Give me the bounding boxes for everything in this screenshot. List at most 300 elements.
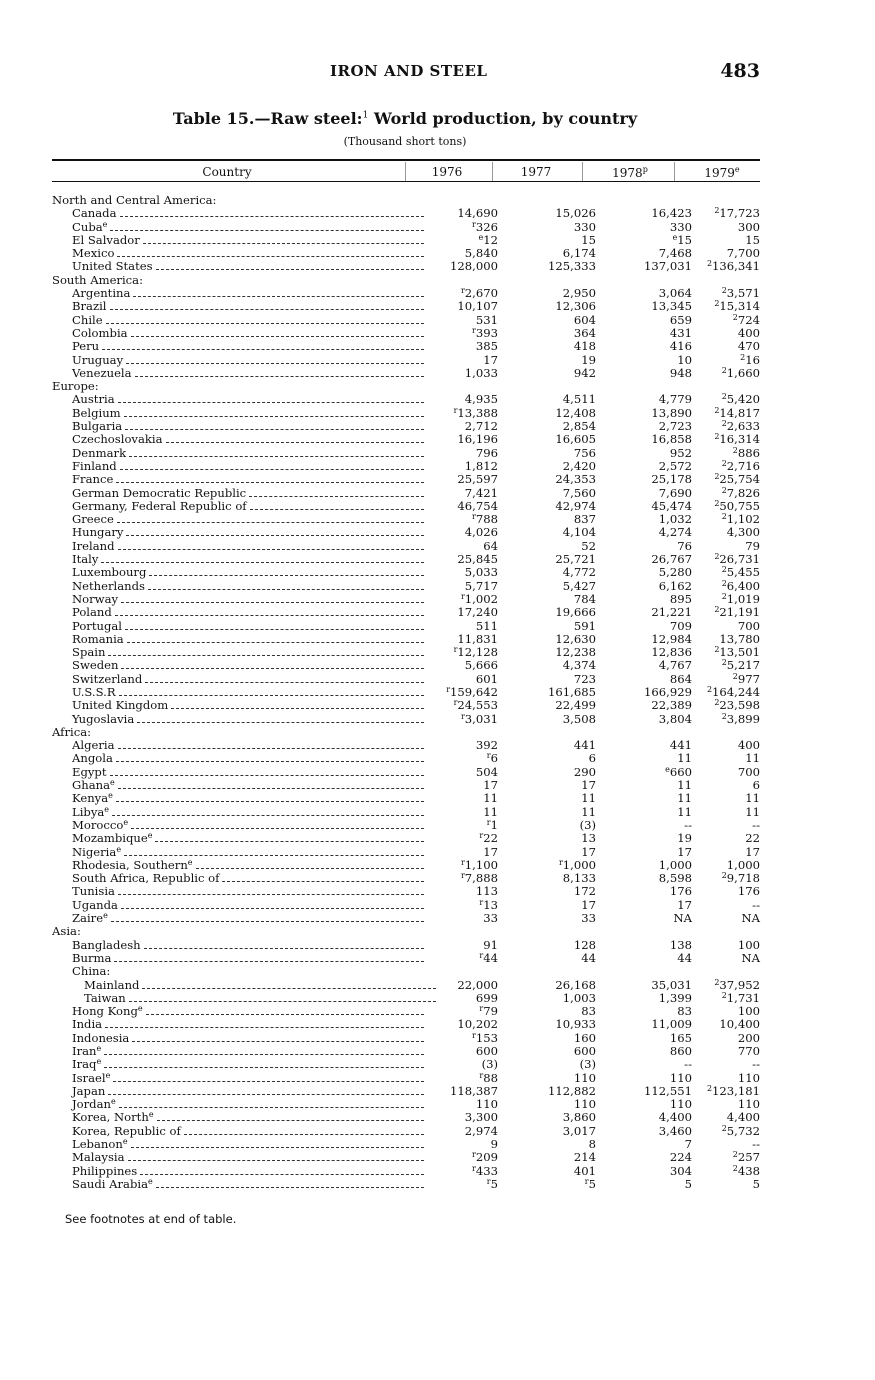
- dot-leader: [155, 840, 424, 842]
- value-cell: 330: [573, 219, 596, 234]
- value-cell: 176: [737, 884, 760, 899]
- dot-leader: [113, 1080, 424, 1082]
- value-cell: $^2$25,754: [714, 472, 760, 487]
- footnote-mark: e: [104, 805, 110, 814]
- value-cell: 19: [581, 352, 596, 367]
- country-name: Jordan$^e$: [72, 1098, 116, 1112]
- region-name: China:: [72, 965, 111, 979]
- dot-leader: [171, 707, 424, 709]
- value-cell: 10,933: [555, 1017, 596, 1032]
- dot-leader: [114, 960, 424, 962]
- value-cell: 364: [573, 325, 596, 340]
- column-header-1977: 1977: [520, 165, 552, 179]
- table-row: [52, 1018, 764, 1031]
- country-name: Lebanon$^e$: [72, 1138, 128, 1152]
- value-cell: 709: [669, 618, 692, 633]
- value-cell: $^r$79: [479, 1004, 498, 1019]
- value-cell: 7: [684, 1137, 692, 1152]
- table-row: [52, 846, 764, 859]
- value-cell: 25,845: [457, 552, 498, 567]
- country-cell: [52, 1032, 424, 1045]
- value-cell: 17: [581, 844, 596, 859]
- value-cell: 11,831: [457, 631, 498, 646]
- footnote-mark: 2: [721, 458, 727, 468]
- country-cell: [52, 314, 424, 327]
- footnote-mark: e: [110, 1098, 116, 1107]
- value-cell: 723: [573, 671, 596, 686]
- country-cell: [52, 234, 424, 247]
- country-cell: [52, 1072, 424, 1085]
- value-cell: $^2$1,731: [721, 990, 760, 1005]
- value-cell: 770: [737, 1044, 760, 1058]
- value-cell: 21,221: [651, 605, 692, 620]
- country-name: Portugal: [72, 619, 123, 633]
- value-cell: $^r$1: [486, 817, 498, 832]
- country-cell: [52, 686, 424, 699]
- country-name: Belgium: [72, 406, 121, 420]
- value-cell: $^r$1,000: [558, 857, 596, 872]
- table-row: [52, 832, 764, 845]
- country-cell: [52, 659, 424, 672]
- country-name: Uganda: [72, 898, 118, 912]
- table-row: [52, 939, 764, 952]
- region-name: North and Central America:: [52, 194, 217, 207]
- value-cell: 11: [745, 804, 760, 819]
- footnote-mark: 2: [721, 565, 727, 575]
- value-cell: 942: [573, 365, 596, 380]
- footnote-mark: 2: [721, 871, 727, 881]
- value-cell: 33: [483, 911, 498, 926]
- dot-leader: [126, 362, 424, 364]
- value-cell: 531: [475, 312, 498, 327]
- dot-leader: [124, 415, 424, 417]
- value-cell: 431: [669, 325, 692, 340]
- value-cell: 52: [581, 538, 596, 553]
- dot-leader: [124, 854, 424, 856]
- country-name: Burma: [72, 951, 112, 965]
- value-cell: $^r$88: [479, 1070, 498, 1085]
- value-cell: 1,032: [658, 512, 692, 527]
- footnote-mark: r: [472, 1150, 476, 1160]
- dot-leader: [105, 1026, 424, 1028]
- dot-leader: [157, 1119, 424, 1121]
- value-cell: 5: [752, 1176, 760, 1191]
- value-cell: 8: [588, 1137, 596, 1152]
- footnote-mark: 2: [706, 259, 713, 269]
- value-cell: 11: [677, 804, 692, 819]
- country-cell: [52, 912, 424, 925]
- value-cell: $^2$7,826: [721, 485, 760, 500]
- table-row: [52, 620, 764, 633]
- value-cell: 172: [573, 884, 596, 899]
- value-cell: 441: [669, 738, 692, 753]
- dot-leader: [117, 255, 424, 257]
- country-cell: [52, 420, 424, 433]
- value-cell: 3,300: [464, 1110, 498, 1125]
- value-cell: 604: [573, 312, 596, 327]
- dot-leader: [126, 534, 424, 536]
- value-cell: $^2$2,633: [721, 419, 760, 434]
- value-cell: 138: [669, 937, 692, 952]
- section-title: IRON AND STEEL: [330, 62, 488, 80]
- country-cell: [52, 726, 404, 739]
- value-cell: 11: [483, 804, 498, 819]
- footnote-mark: r: [479, 1070, 484, 1080]
- value-cell: $^r$22: [479, 831, 498, 846]
- value-cell: 796: [475, 445, 498, 460]
- value-cell: 7,690: [658, 485, 692, 500]
- value-cell: $^r$7,888: [460, 871, 498, 886]
- table-title-footnote-mark: 1: [362, 110, 369, 121]
- value-cell: --: [752, 1057, 760, 1072]
- footnote-mark: 2: [732, 1150, 738, 1160]
- value-cell: 14,690: [457, 206, 498, 221]
- value-cell: 2,712: [464, 419, 498, 434]
- value-cell: 4,274: [658, 525, 692, 540]
- country-cell: [52, 939, 424, 952]
- value-cell: 12,306: [555, 299, 596, 314]
- footnote-mark: e: [108, 792, 113, 801]
- value-cell: 17: [677, 897, 692, 912]
- value-cell: $^2$17,723: [714, 206, 760, 221]
- value-cell: $^2$3,571: [721, 286, 760, 301]
- table-row: [52, 1005, 764, 1018]
- country-name: Austria: [72, 393, 115, 407]
- dot-leader: [131, 827, 424, 829]
- table-header-rule: [52, 181, 760, 182]
- footnote-mark: e: [122, 1138, 128, 1147]
- value-cell: 118,387: [450, 1083, 498, 1098]
- value-cell: 26,168: [555, 977, 596, 992]
- value-cell: 416: [669, 339, 692, 354]
- table-row: [52, 420, 764, 433]
- table-row: [52, 713, 764, 726]
- value-cell: 7,421: [464, 485, 498, 500]
- value-cell: 1,003: [562, 990, 596, 1005]
- value-cell: 17: [581, 897, 596, 912]
- footnote-mark: 2: [721, 711, 727, 721]
- country-cell: [52, 1058, 424, 1071]
- dot-leader: [121, 667, 424, 669]
- country-cell: [52, 1151, 424, 1164]
- value-cell: 12,984: [651, 631, 692, 646]
- value-cell: 110: [573, 1097, 596, 1112]
- value-cell: $^r$13,388: [453, 405, 498, 420]
- footnote-mark: 2: [714, 977, 720, 987]
- table-row: [52, 327, 764, 340]
- value-cell: 79: [745, 538, 760, 553]
- value-cell: $^r$153: [472, 1030, 498, 1045]
- value-cell: 17: [483, 844, 498, 859]
- country-name: Rhodesia, Southern$^e$: [72, 858, 193, 872]
- value-cell: 3,860: [562, 1110, 596, 1125]
- footnote-mark: 2: [732, 1163, 738, 1173]
- footnote-mark: e: [148, 1177, 153, 1186]
- value-cell: $^2$257: [732, 1150, 760, 1165]
- table-unit: (Thousand short tons): [343, 135, 467, 148]
- value-cell: 11: [677, 751, 692, 766]
- page-number: 483: [720, 60, 760, 82]
- value-cell: 601: [475, 671, 498, 686]
- country-cell: [52, 606, 424, 619]
- country-cell: [52, 859, 424, 872]
- country-name: Mozambique$^e$: [72, 832, 153, 846]
- table-row: [52, 912, 764, 925]
- footnote-mark: r: [479, 897, 484, 907]
- country-cell: [52, 925, 404, 938]
- country-cell: [52, 1165, 424, 1178]
- table-row: [52, 686, 764, 699]
- dot-leader: [137, 721, 424, 723]
- dot-leader: [143, 242, 424, 244]
- value-cell: 11: [483, 791, 498, 806]
- table-row: [52, 473, 764, 486]
- dot-leader: [144, 947, 424, 949]
- value-cell: 5,427: [562, 578, 596, 593]
- country-cell: [52, 1005, 424, 1018]
- table-row: [52, 1032, 764, 1045]
- country-cell: [52, 247, 424, 260]
- value-cell: 4,935: [464, 392, 498, 407]
- value-cell: $^r$5: [584, 1176, 596, 1191]
- value-cell: 8,598: [658, 871, 692, 886]
- footnote-mark: r: [460, 711, 465, 721]
- footnote-mark: 2: [721, 392, 727, 402]
- table-row: [52, 1178, 764, 1191]
- value-cell: 214: [573, 1150, 596, 1165]
- value-cell: 25,597: [457, 472, 498, 487]
- dot-leader: [110, 229, 424, 231]
- country-cell: [52, 1138, 424, 1151]
- footnote-mark: 2: [732, 671, 738, 681]
- country-name: Hungary: [72, 526, 124, 540]
- footnote-mark: e: [187, 858, 193, 867]
- value-cell: NA: [741, 950, 760, 965]
- dot-leader: [131, 335, 424, 337]
- country-name: Switzerland: [72, 672, 143, 686]
- value-cell: 128,000: [450, 259, 498, 274]
- country-cell: [52, 872, 424, 885]
- country-name: Germany, Federal Republic of: [72, 499, 247, 513]
- value-cell: 176: [669, 884, 692, 899]
- value-cell: 5,840: [464, 246, 498, 261]
- value-cell: 5,280: [658, 565, 692, 580]
- value-cell: 76: [677, 538, 692, 553]
- value-cell: 17,240: [457, 605, 498, 620]
- value-cell: 6: [588, 751, 596, 766]
- footnote-mark: 2: [721, 512, 727, 522]
- value-cell: 948: [669, 365, 692, 380]
- value-cell: 6,162: [658, 578, 692, 593]
- table-row: [52, 1072, 764, 1085]
- country-name: Brazil: [72, 300, 107, 314]
- value-cell: 17: [483, 352, 498, 367]
- value-cell: 110: [737, 1070, 760, 1085]
- value-cell: $^2$23,598: [714, 698, 760, 713]
- dot-leader: [142, 987, 436, 989]
- country-name: Indonesia: [72, 1031, 130, 1045]
- value-cell: $^r$12,128: [453, 645, 498, 660]
- footnote-mark: 2: [740, 352, 746, 362]
- dot-leader: [166, 441, 424, 443]
- value-cell: 511: [475, 618, 498, 633]
- value-cell: 44: [581, 950, 596, 965]
- table-row: [52, 447, 764, 460]
- dot-leader: [125, 628, 424, 630]
- value-cell: 1,000: [726, 857, 760, 872]
- value-cell: $^2$5,420: [721, 392, 760, 407]
- value-cell: 304: [669, 1163, 692, 1178]
- value-cell: 699: [475, 990, 498, 1005]
- dot-leader: [108, 654, 424, 656]
- value-cell: 46,754: [457, 498, 498, 513]
- value-cell: $^2$1,019: [721, 591, 760, 606]
- country-name: Iraq$^e$: [72, 1058, 102, 1072]
- footnote-mark: 2: [732, 312, 738, 322]
- country-name: Denmark: [72, 446, 127, 460]
- value-cell: 113: [475, 884, 498, 899]
- country-name: Venezuela: [72, 366, 132, 380]
- value-cell: 3,017: [562, 1123, 596, 1138]
- country-name: German Democratic Republic: [72, 486, 247, 500]
- country-name: Bangladesh: [72, 938, 141, 952]
- table-row: [52, 221, 764, 234]
- footnote-mark: r: [472, 325, 476, 335]
- table-row: [52, 1165, 764, 1178]
- footnote-mark: r: [472, 1030, 476, 1040]
- table-row: [52, 354, 764, 367]
- footnote: See footnotes at end of table.: [65, 1212, 237, 1226]
- country-name: Kenya$^e$: [72, 792, 113, 806]
- value-cell: $^2$1,660: [721, 365, 760, 380]
- value-cell: 10: [677, 352, 692, 367]
- value-cell: 100: [737, 1004, 760, 1019]
- country-name: Zaire$^e$: [72, 912, 108, 926]
- value-cell: $^2$136,341: [706, 259, 760, 274]
- column-separator: [492, 162, 493, 181]
- value-cell: 166,929: [644, 684, 692, 699]
- country-name: U.S.S.R: [72, 685, 116, 699]
- footnote-mark: r: [486, 1176, 491, 1186]
- value-cell: 4,767: [658, 658, 692, 673]
- country-name: India: [72, 1018, 103, 1032]
- country-cell: [52, 221, 424, 234]
- value-cell: 3,804: [658, 711, 692, 726]
- value-cell: 3,460: [658, 1123, 692, 1138]
- table-row: [52, 952, 764, 965]
- value-cell: $^2$3,899: [721, 711, 760, 726]
- country-name: South Africa, Republic of: [72, 872, 220, 886]
- dot-leader: [118, 893, 424, 895]
- country-cell: [52, 580, 424, 593]
- country-cell: [52, 806, 424, 819]
- region-heading-row: [52, 726, 764, 739]
- value-cell: 1,033: [464, 365, 498, 380]
- value-cell: $^2$6,400: [721, 578, 760, 593]
- region-name: Asia:: [52, 925, 81, 939]
- country-cell: [52, 460, 424, 473]
- dot-leader: [125, 428, 424, 430]
- value-cell: 860: [669, 1044, 692, 1058]
- value-cell: $^2$16,314: [714, 432, 760, 447]
- dot-leader: [129, 1000, 436, 1002]
- value-cell: 110: [737, 1097, 760, 1112]
- value-cell: 290: [573, 764, 596, 779]
- value-cell: 17: [483, 778, 498, 793]
- footnote-mark: 2: [706, 684, 713, 694]
- value-cell: 600: [573, 1044, 596, 1058]
- value-cell: 13,780: [719, 631, 760, 646]
- dot-leader: [118, 787, 424, 789]
- dot-leader: [148, 588, 424, 590]
- value-cell: 110: [669, 1097, 692, 1112]
- table-row: [52, 407, 764, 420]
- dot-leader: [222, 880, 424, 882]
- dot-leader: [129, 455, 424, 457]
- value-cell: 3,508: [562, 711, 596, 726]
- running-head: [0, 62, 875, 82]
- value-cell: 8,133: [562, 871, 596, 886]
- footnote-mark: 2: [714, 472, 720, 482]
- value-cell: 11: [745, 791, 760, 806]
- value-cell: 864: [669, 671, 692, 686]
- dot-leader: [156, 1186, 424, 1188]
- dot-leader: [149, 574, 424, 576]
- table-row: [52, 207, 764, 220]
- dot-leader: [111, 920, 424, 922]
- value-cell: 11: [581, 791, 596, 806]
- value-cell: 392: [475, 738, 498, 753]
- value-cell: $^r$3,031: [460, 711, 498, 726]
- country-cell: [52, 407, 424, 420]
- value-cell: $^r$1,002: [460, 591, 498, 606]
- value-cell: $^r$326: [472, 219, 498, 234]
- value-cell: 12,238: [555, 645, 596, 660]
- region-heading-row: [52, 925, 764, 938]
- region-heading-row: [52, 380, 764, 393]
- country-cell: [52, 792, 424, 805]
- country-cell: [52, 593, 424, 606]
- footnote-mark: e: [672, 232, 678, 242]
- value-cell: 4,400: [726, 1110, 760, 1125]
- country-cell: [52, 367, 424, 380]
- country-name: Mainland: [84, 978, 140, 992]
- value-cell: $^2$26,731: [714, 552, 760, 567]
- value-cell: 837: [573, 512, 596, 527]
- value-cell: 2,854: [562, 419, 596, 434]
- country-cell: [52, 433, 424, 446]
- country-cell: [52, 393, 424, 406]
- value-cell: 4,511: [562, 392, 596, 407]
- value-cell: 16,196: [457, 432, 498, 447]
- table-row: [52, 300, 764, 313]
- table-row: [52, 1138, 764, 1151]
- country-cell: [52, 473, 424, 486]
- dot-leader: [118, 401, 424, 403]
- country-cell: [52, 327, 424, 340]
- dot-leader: [118, 747, 424, 749]
- footnote-mark: r: [453, 645, 458, 655]
- value-cell: 2,950: [562, 286, 596, 301]
- footnote-mark: e: [137, 1005, 143, 1014]
- table-row: [52, 859, 764, 872]
- country-cell: [52, 526, 424, 539]
- region-name: Africa:: [52, 725, 92, 739]
- dot-leader: [135, 375, 424, 377]
- footnote-mark: e: [103, 912, 108, 921]
- footnote-mark: r: [558, 857, 563, 867]
- value-cell: $^r$2,670: [460, 286, 498, 301]
